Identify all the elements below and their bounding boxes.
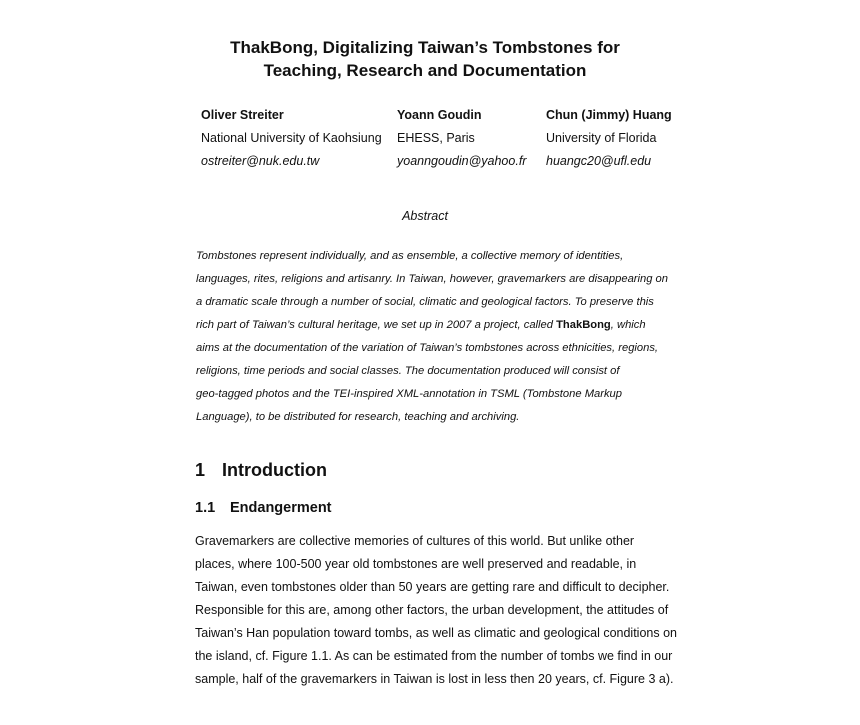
- subsection-heading: [195, 500, 332, 516]
- body-line: sample, half of the gravemarkers in Taiwan is lost in less then 20 years, cf. Figure 3 a).: [195, 672, 674, 686]
- author-email: ostreiter@nuk.edu.tw: [201, 154, 320, 168]
- subsection-title: Endangerment: [230, 500, 332, 516]
- abstract-line-text: rich part of Taiwan’s cultural heritage, we set up in 2007 a project, called: [196, 319, 557, 331]
- author-name: Oliver Streiter: [201, 108, 284, 122]
- author-affiliation: University of Florida: [546, 131, 657, 145]
- author-2: [397, 106, 526, 175]
- abstract-line: Tombstones represent individually, and as ensemble, a collective memory of identities,: [196, 250, 624, 262]
- author-affiliation: National University of Kaohsiung: [201, 131, 382, 145]
- body-line: Responsible for this are, among other factors, the urban development, the attitudes of: [195, 603, 669, 617]
- body-line: Gravemarkers are collective memories of cultures of this world. But unlike other: [195, 534, 635, 548]
- abstract-line: [196, 314, 666, 337]
- body-line: places, where 100-500 year old tombstones are well preserved and readable, in: [195, 557, 637, 571]
- author-block: [201, 106, 721, 176]
- body-line: Taiwan, even tombstones older than 50 years are getting rare and difficult to decipher.: [195, 580, 670, 594]
- abstract-line: aims at the documentation of the variation of Taiwan’s tombstones across ethnicities, regions,: [196, 342, 659, 354]
- section-number: 1: [195, 460, 206, 480]
- body-paragraph: [195, 530, 677, 691]
- abstract-line: languages, rites, religions and artisanry. In Taiwan, however, gravemarkers are disappearing on: [196, 273, 668, 285]
- section-title: Introduction: [222, 460, 327, 480]
- abstract-line: Language), to be distributed for research, teaching and archiving.: [196, 411, 520, 423]
- abstract-line: geo-tagged photos and the TEI-inspired XML-annotation in TSML (Tombstone Markup: [196, 388, 622, 400]
- author-name: Chun (Jimmy) Huang: [546, 108, 672, 122]
- author-name: Yoann Goudin: [397, 108, 482, 122]
- title-line-2: Teaching, Research and Documentation: [263, 61, 587, 80]
- body-line: Taiwan’s Han population toward tombs, as well as climatic and geological conditions on: [195, 626, 677, 640]
- author-affiliation: EHESS, Paris: [397, 131, 475, 145]
- abstract-line: religions, time periods and social classes. The documentation produced will consist of: [196, 365, 620, 377]
- abstract-heading: Abstract: [402, 209, 448, 223]
- subsection-number: 1.1: [195, 500, 216, 516]
- section-heading: [195, 460, 327, 481]
- author-1: [201, 106, 382, 175]
- author-3: [546, 106, 672, 175]
- abstract-line: a dramatic scale through a number of social, climatic and geological factors. To preserve this: [196, 296, 654, 308]
- author-email: huangc20@ufl.edu: [546, 154, 652, 168]
- abstract-line-text: , which: [610, 319, 646, 331]
- body-line: the island, cf. Figure 1.1. As can be estimated from the number of tombs we find in our: [195, 649, 673, 663]
- title-line-1: ThakBong, Digitalizing Taiwan’s Tombstones for: [230, 38, 620, 57]
- paper-title: [0, 36, 850, 82]
- project-name: ThakBong: [556, 319, 611, 331]
- author-email: yoanngoudin@yahoo.fr: [397, 154, 527, 168]
- abstract-body: [196, 245, 666, 429]
